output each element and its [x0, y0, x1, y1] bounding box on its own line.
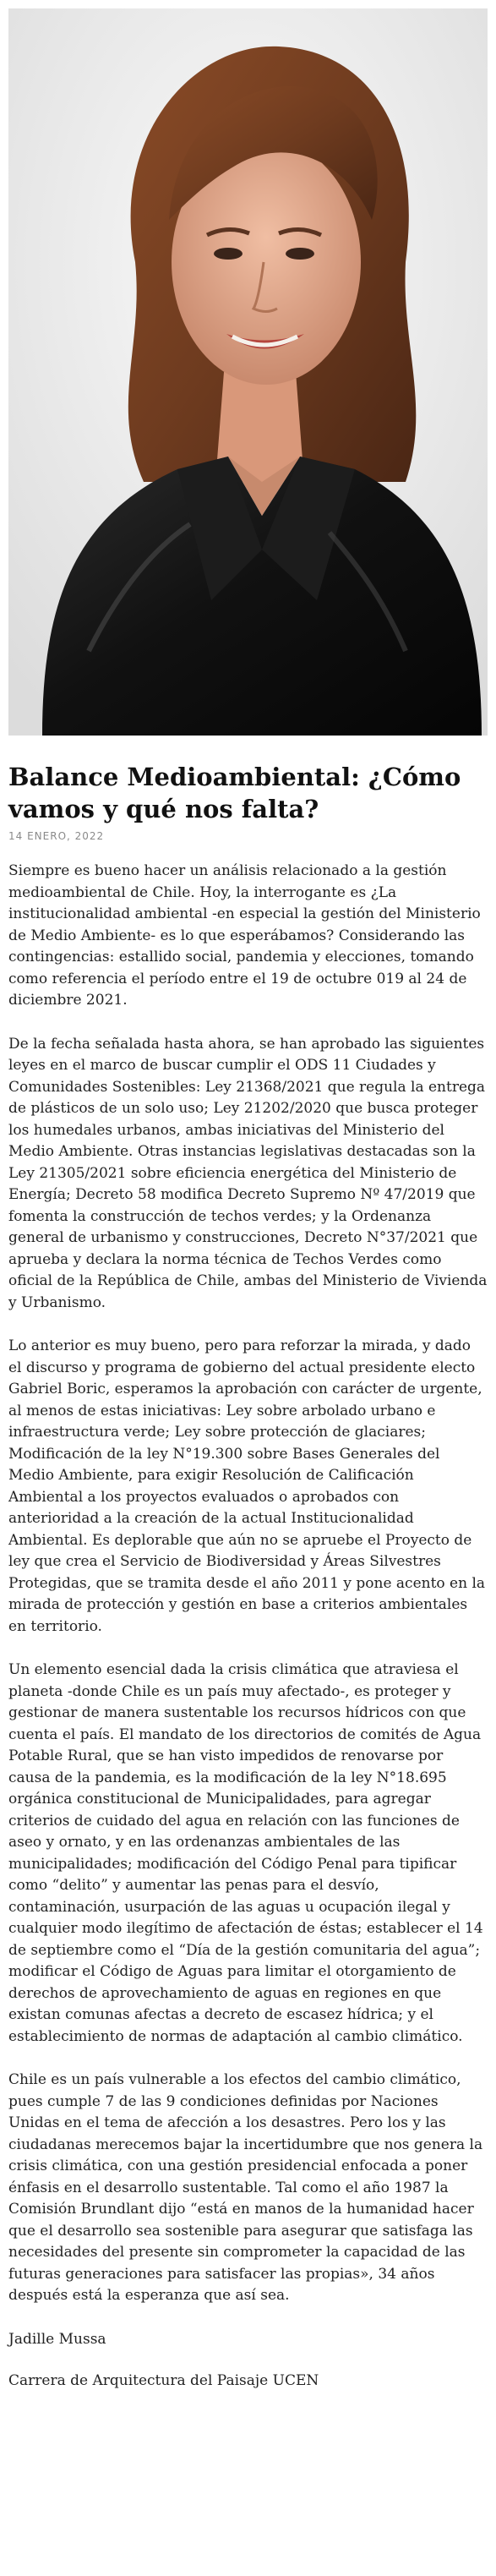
portrait-illustration: [8, 8, 488, 736]
article-body: [8, 861, 488, 2307]
article-paragraph: Siempre es bueno hacer un análisis relacionado a la gestión medioambiental de Chile. Hoy, la interrogante es ¿La institucionalidad ambiental -en especial la gestión del Ministerio de Medio Ambiente- es lo que esperábamos? Considerando las contingencias: estallido social, pandemia y elecciones, tomando como referencia el período entre el 19 de octubre 019 al 24 de diciembre 2021.: [8, 862, 481, 1009]
article-paragraph: Chile es un país vulnerable a los efectos del cambio climático, pues cumple 7 de las 9 condiciones definidas por Naciones Unidas en el tema de afección a los desastres. Pero los y las ciudadanas merecemos bajar la incertidumbre que nos genera la crisis climática, con una gestión presidencial enfocada a poner énfasis en el desarrollo sustentable. Tal como el año 1987 la Comisión Brundlant dijo “está en manos de la humanidad hacer que el desarrollo sea sostenible para asegurar que satisfaga las necesidades del presente sin comprometer la capacidad de las futuras generaciones para satisfacer las propias», 34 años después está la esperanza que así sea.: [8, 2071, 483, 2304]
article-date: 14 ENERO, 2022: [8, 830, 105, 842]
article-paragraph: De la fecha señalada hasta ahora, se han aprobado las siguientes leyes en el marco de buscar cumplir el ODS 11 Ciudades y Comunidades Sostenibles: Ley 21368/2021 que regula la entrega de plásticos de un solo uso; Ley 21202/2020 que busca proteger los humedales urbanos, ambas iniciativas del Ministerio del Medio Ambiente. Otras instancias legislativas destacadas son la Ley 21305/2021 sobre eficiencia energética del Ministerio de Energía; Decreto 58 modifica Decreto Supremo Nº 47/2019 que fomenta la construcción de techos verdes; y la Ordenanza general de urbanismo y construcciones, Decreto N°37/2021 que aprueba y declara la norma técnica de Techos Verdes como oficial de la República de Chile, ambas del Ministerio de Vivienda y Urbanismo.: [8, 1035, 488, 1311]
article-paragraph: Un elemento esencial dada la crisis climática que atraviesa el planeta -donde Chile es un país muy afectado-, es proteger y gestionar de manera sustentable los recursos hídricos con que cuenta el país. El mandato de los directorios de comités de Agua Potable Rural, que se han visto impedidos de renovarse por causa de la pandemia, es la modificación de la ley N°18.695 orgánica constitucional de Municipalidades, para agregar criterios de cuidado del agua en relación con las funciones de aseo y ornato, y en las ordenanzas ambientales de las municipalidades; modificación del Código Penal para tipificar como “delito” y aumentar las penas para el desvío, contaminación, usurpación de las aguas u ocupación ilegal y cualquier modo ilegítimo de afectación de éstas; establecer el 14 de septiembre como el “Día de la gestión comunitaria del agua”; modificar el Código de Aguas para limitar el otorgamiento de derechos de aprovechamiento de aguas en regiones en que existan comunas afectas a decreto de escasez hídrica; y el establecimiento de normas de adaptación al cambio climático.: [8, 1661, 483, 2045]
article-title: Balance Medioambiental: ¿Cómo vamos y qué nos falta?: [8, 763, 461, 823]
article-paragraph: Lo anterior es muy bueno, pero para reforzar la mirada, y dado el discurso y programa de gobierno del actual presidente electo Gabriel Boric, esperamos la aprobación con carácter de urgente, al menos de estas iniciativas: Ley sobre arbolado urbano e infraestructura verde; Ley sobre protección de glaciares; Modificación de la ley N°19.300 sobre Bases Generales del Medio Ambiente, para exigir Resolución de Calificación Ambiental a los proyectos evaluados o aprobados con anterioridad a la creación de la actual Institucionalidad Ambiental. Es deplorable que aún no se apruebe el Proyecto de ley que crea el Servicio de Biodiversidad y Áreas Silvestres Protegidas, que se tramita desde el año 2011 y pone acento en la mirada de protección y gestión en base a criterios ambientales en territorio.: [8, 1337, 486, 1635]
portrait-photo: [8, 8, 488, 736]
article: [0, 8, 496, 2393]
author-name: Jadille Mussa: [8, 2330, 106, 2348]
author-affiliation: Carrera de Arquitectura del Paisaje UCEN: [8, 2372, 319, 2389]
